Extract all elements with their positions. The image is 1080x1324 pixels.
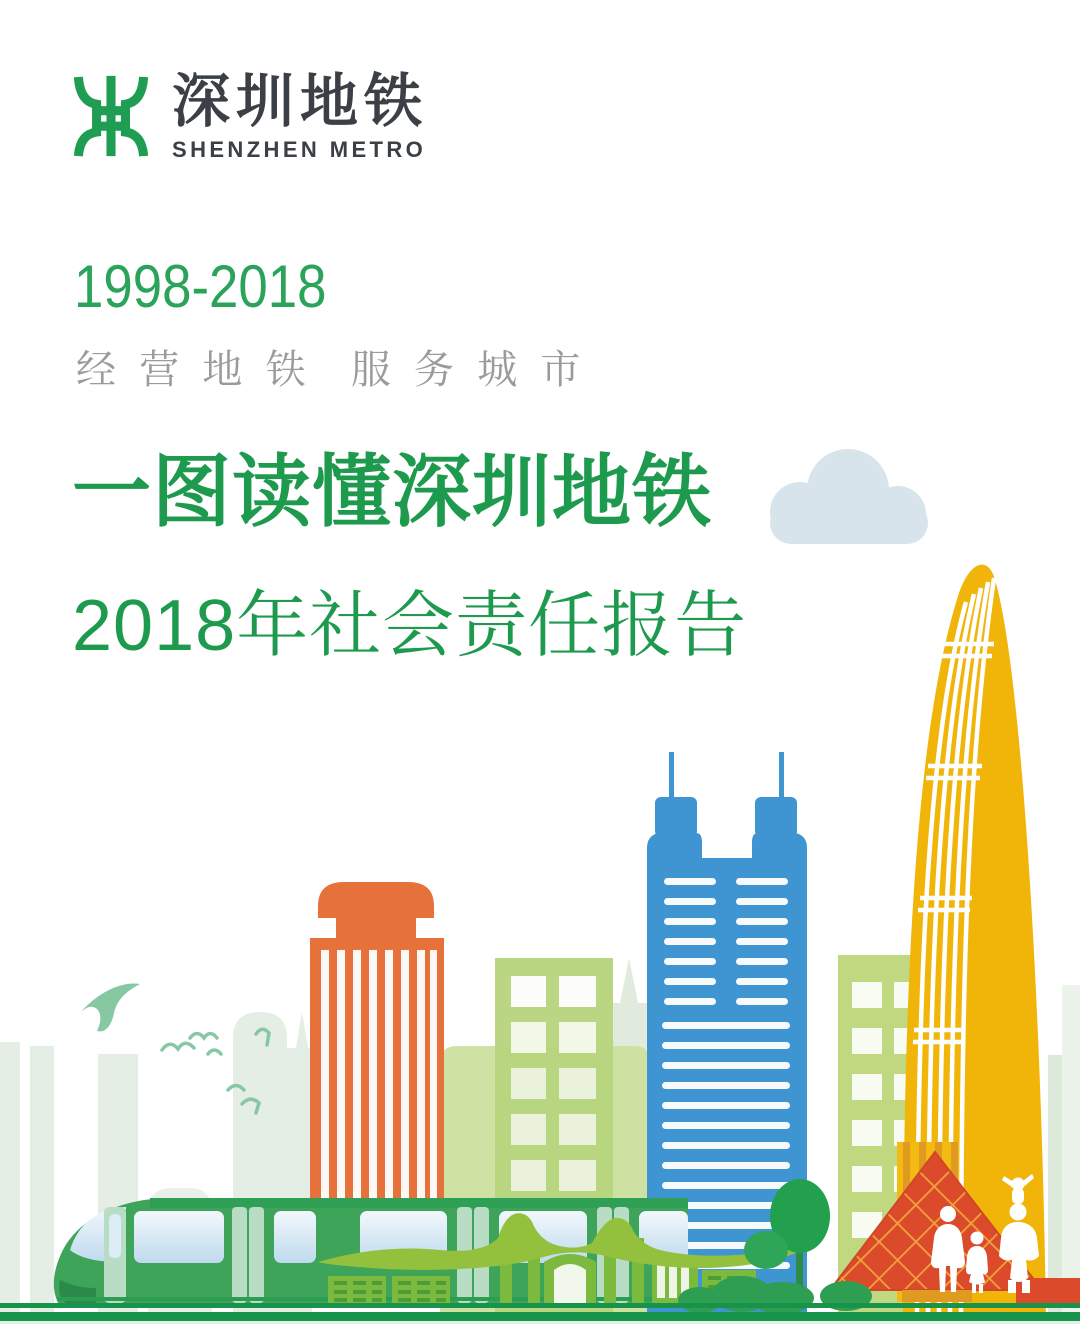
brand-name-zh: 深圳地铁 xyxy=(172,69,429,134)
report-title xyxy=(72,447,748,671)
slogan-part2: 服务城市 xyxy=(350,348,604,392)
anniversary-period: 1998-2018 xyxy=(74,253,327,320)
brand-header xyxy=(72,70,428,163)
track xyxy=(0,1303,1080,1324)
report-title-line1: 一图读懂深圳地铁 xyxy=(72,447,712,536)
report-title-line2: 2018年社会责任报告 xyxy=(72,586,748,666)
slogan-part1: 经营地铁 xyxy=(76,348,329,392)
shenzhen-metro-logo-icon xyxy=(72,70,150,162)
slogan xyxy=(76,338,604,395)
cloud-icon xyxy=(770,449,928,544)
orange-tower xyxy=(310,882,444,1226)
brand-name-en: SHENZHEN METRO xyxy=(172,136,427,162)
